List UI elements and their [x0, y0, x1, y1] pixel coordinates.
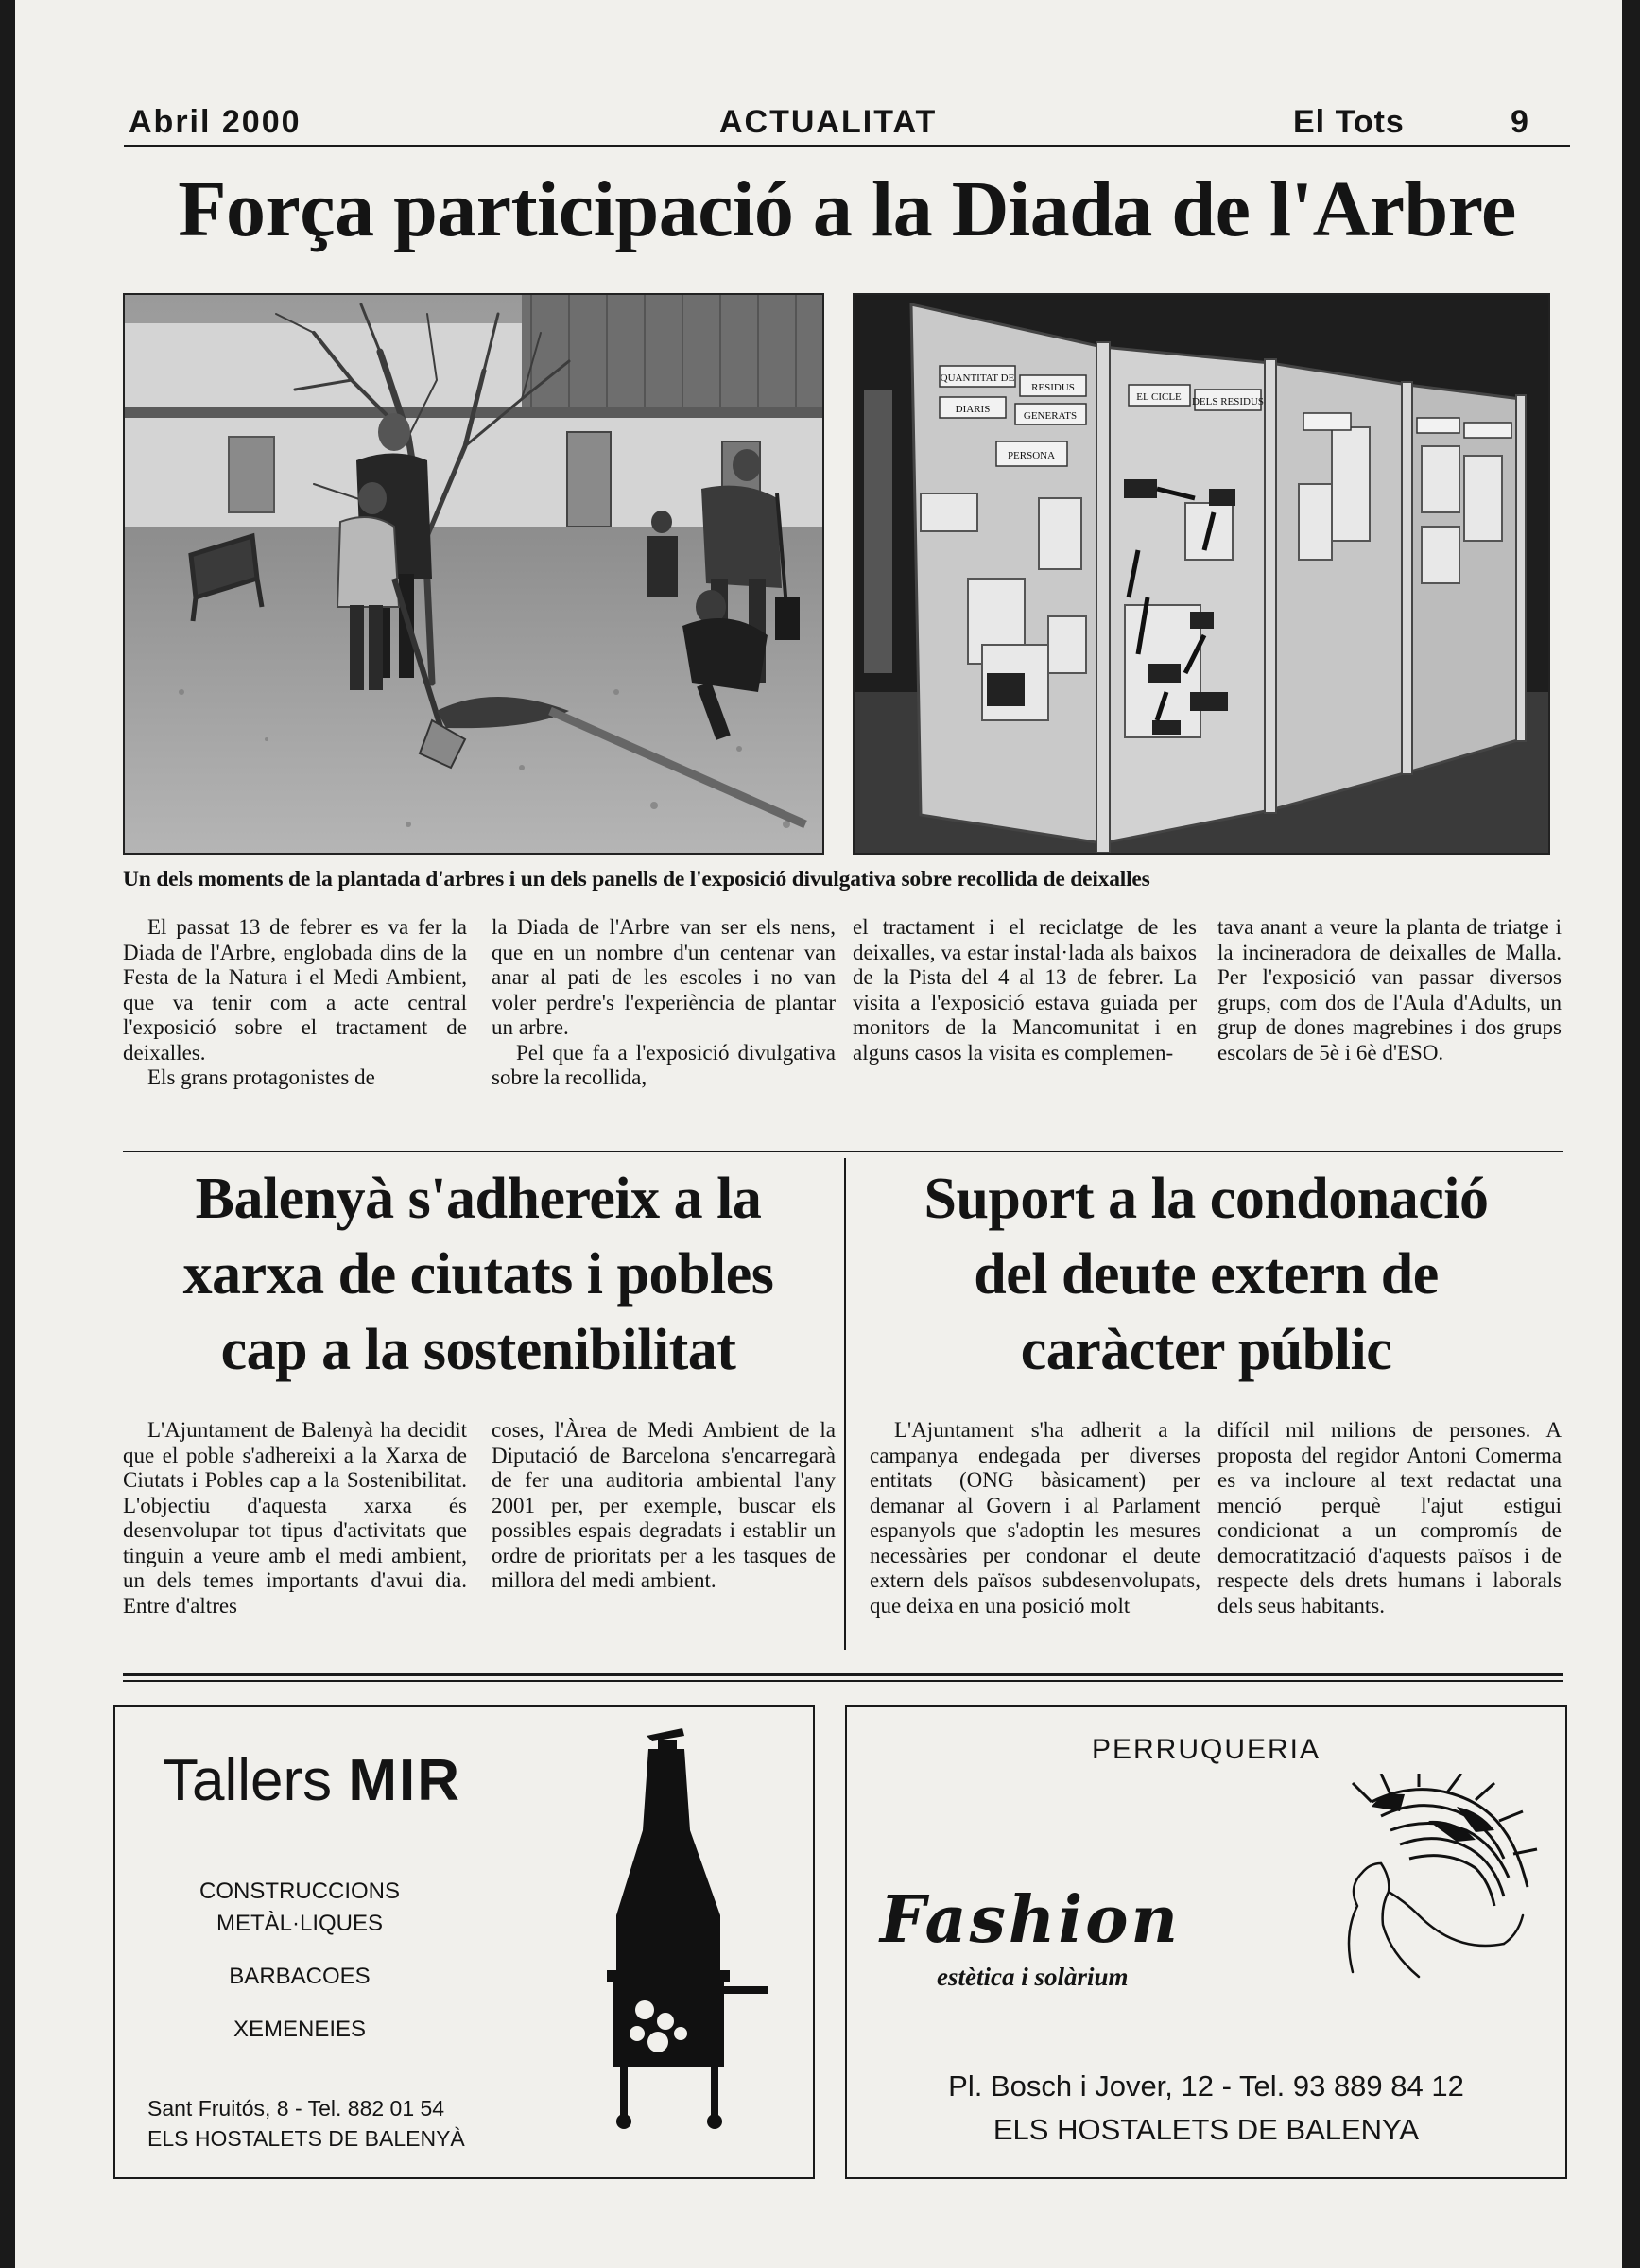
headline-line: caràcter públic	[1020, 1318, 1392, 1382]
fashion-category: PERRUQUERIA	[1091, 1734, 1321, 1765]
tallers-services	[191, 1876, 408, 2046]
paragraph: Pel que fa a l'exposició divulgativa sobre la recollida,	[492, 1040, 836, 1089]
fashion-name: Fashion	[880, 1882, 1181, 1958]
panel-label: DELS RESIDUS	[1191, 396, 1265, 407]
balenya-column-2	[492, 1418, 836, 1594]
deute-headline	[847, 1161, 1565, 1388]
paragraph: tava anant a veure la planta de triatge i la incineradora de deixalles de Malla. Per l'exposició van passar diversos grups, com dos de l'Aula d'Adults, un grup de dones magrebines i dos grups escolars de 5è i 6è d'ESO.	[1217, 915, 1562, 1065]
headline-line: cap a la sostenibilitat	[220, 1318, 736, 1382]
fashion-address: Pl. Bosch i Jover, 12 - Tel. 93 889 84 12	[948, 2069, 1464, 2103]
service-item: BARBACOES	[229, 1964, 371, 1989]
tallers-contact	[147, 2093, 465, 2154]
headline-line: Balenyà s'adhereix a la	[195, 1167, 762, 1231]
lead-column-4	[1217, 915, 1562, 1065]
tree-planting-illustration	[125, 295, 822, 853]
exhibition-panels-illustration	[855, 295, 1548, 853]
fashion-contact	[847, 2065, 1565, 2152]
woman-profile-icon	[1315, 1774, 1542, 1991]
service-item: CONSTRUCCIONS	[199, 1878, 400, 1904]
tallers-address: Sant Fruitós, 8 - Tel. 882 01 54	[147, 2096, 445, 2121]
tallers-mir-ad	[113, 1705, 815, 2179]
fashion-tagline: estètica i solàrium	[937, 1963, 1129, 1991]
headline-line: Suport a la condonació	[924, 1167, 1489, 1231]
paragraph: Els grans protagonistes de	[147, 1065, 375, 1089]
tallers-name-light: Tallers	[163, 1748, 349, 1813]
tree-planting-photo	[123, 293, 824, 855]
headline-line: xarxa de ciutats i pobles	[182, 1242, 774, 1307]
ads-rule	[123, 1680, 1563, 1682]
newspaper-page	[15, 0, 1622, 2268]
ads-rule	[123, 1673, 1563, 1676]
panel-label: GENERATS	[1023, 410, 1078, 422]
panel-label: PERSONA	[1007, 450, 1056, 461]
balenya-headline	[119, 1161, 837, 1388]
panel-label: DIARIS	[955, 404, 991, 415]
exhibition-panels-photo	[853, 293, 1550, 855]
headline-line: del deute extern de	[974, 1242, 1439, 1307]
lead-headline: Força participació a la Diada de l'Arbre	[178, 165, 1516, 253]
service-item: METÀL·LIQUES	[216, 1911, 384, 1936]
balenya-column-1	[123, 1418, 467, 1619]
panel-label: EL CICLE	[1136, 391, 1182, 403]
fashion-town: ELS HOSTALETS DE BALENYA	[993, 2113, 1420, 2146]
tallers-town: ELS HOSTALETS DE BALENYÀ	[147, 2126, 465, 2151]
barbecue-icon	[578, 1726, 786, 2133]
paragraph: L'Ajuntament s'ha adherit a la campanya endegada per diverses entitats (ONG bàsicament) per demanar al Govern i al Parlament espanyols que s'adoptin les mesures necessàries per condonar el deute extern dels països subdesenvolupats, que deixa en una posició molt	[870, 1418, 1200, 1618]
lead-column-1	[123, 915, 467, 1091]
service-item: XEMENEIES	[233, 2017, 367, 2042]
deute-column-2	[1217, 1418, 1562, 1619]
column-divider	[844, 1158, 846, 1650]
issue-date: Abril 2000	[129, 104, 302, 140]
deute-column-1	[870, 1418, 1200, 1619]
tallers-name	[163, 1747, 461, 1814]
panel-label: RESIDUS	[1031, 382, 1075, 393]
paragraph: la Diada de l'Arbre van ser els nens, que en un nombre d'un centenar van anar al pati de les escoles i no van voler perdre's l'experiència de plantar un arbre.	[492, 915, 836, 1039]
tallers-name-bold: MIR	[348, 1748, 462, 1813]
paragraph: El passat 13 de febrer es va fer la Diada de l'Arbre, englobada dins de la Festa de la Natura i el Medi Ambient, que va tenir com a acte central l'exposició sobre el tractament de deixalles.	[123, 915, 467, 1065]
panel-label: QUANTITAT DE	[940, 372, 1015, 384]
paragraph: coses, l'Àrea de Medi Ambient de la Diputació de Barcelona s'encarregarà de fer una auditoria ambiental l'any 2001 per, per exemple, buscar els possibles espais degradats i establir un ordre de prioritats per a les tasques de millora del medi ambient.	[492, 1418, 836, 1592]
fashion-ad	[845, 1705, 1567, 2179]
paragraph: el tractament i el reciclatge de les deixalles, va estar instal·lada als baixos de la Pista del 4 al 13 de febrer. La visita a l'exposició estava guiada per monitors de la Mancomunitat i en alguns casos la visita es complemen-	[853, 915, 1197, 1065]
page-number: 9	[1511, 104, 1530, 140]
paragraph: difícil mil milions de persones. A proposta del regidor Antoni Comerma es va incloure al text redactat una menció perquè l'ajut estigui condicionat a un compromís de democratització d'aquests països i de respecte dels drets humans i laborals dels seus habitants.	[1217, 1418, 1562, 1618]
header-rule	[124, 145, 1570, 147]
section-name: ACTUALITAT	[719, 104, 938, 140]
section-rule	[123, 1151, 1563, 1152]
lead-column-2	[492, 915, 836, 1091]
publication-name: El Tots	[1293, 104, 1405, 140]
photo-caption: Un dels moments de la plantada d'arbres i un dels panells de l'exposició divulgativa sobre recollida de deixalles	[123, 867, 1150, 892]
paragraph: L'Ajuntament de Balenyà ha decidit que el poble s'adhereixi a la Xarxa de Ciutats i Pobles cap a la Sostenibilitat. L'objectiu d'aquesta xarxa és desenvolupar tot tipus d'activitats que tinguin a veure amb el medi ambient, un dels temes importants d'avui dia. Entre d'altres	[123, 1418, 467, 1618]
lead-column-3	[853, 915, 1197, 1065]
